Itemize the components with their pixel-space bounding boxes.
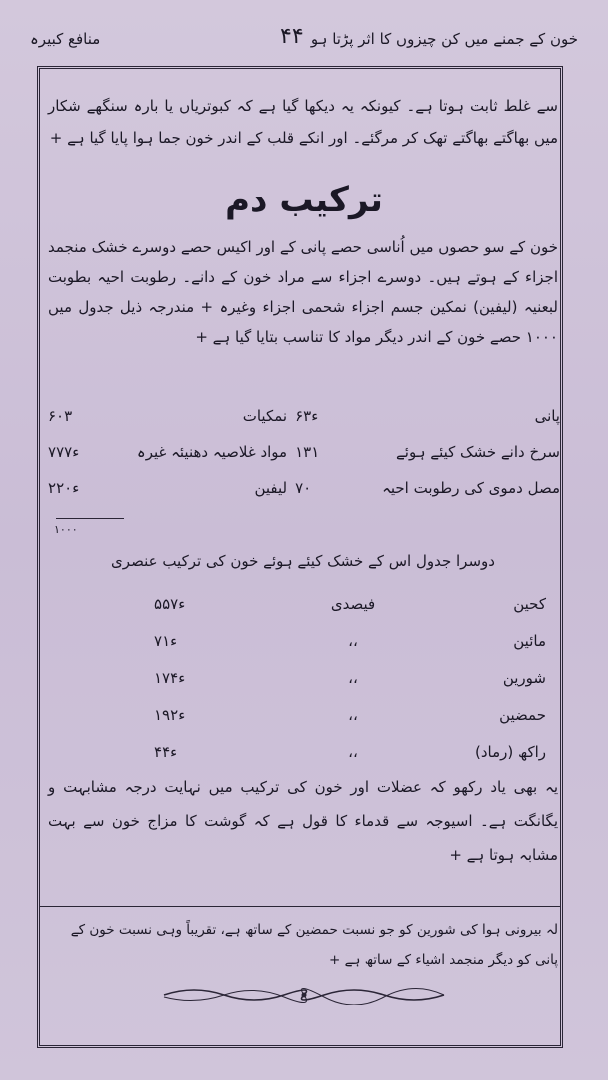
running-title: منافع کبیرہ <box>30 30 101 48</box>
table-cell: پانی <box>534 407 560 425</box>
element-value: ۷ء۱ <box>154 631 178 650</box>
table-cell: مواد غلاصیہ دھنیئہ غیرہ <box>136 443 288 461</box>
table-cell: لیفین <box>254 479 288 497</box>
table-cell: سرخ دانے خشک کیئے ہوئے <box>396 443 560 461</box>
element-value: ۵ء۵۷ <box>154 594 186 613</box>
sum-rule <box>56 518 124 519</box>
table-2-caption: دوسرا جدول اس کے خشک کیئے ہوئے خون کی ترکیب عنصری <box>111 552 495 570</box>
element-value: ۱۷ء۴ <box>154 668 186 687</box>
chapter-line: خون کے جمنے میں کن چیزوں کا اثر پڑتا ہو <box>310 30 578 48</box>
element-name: شورین <box>502 668 546 687</box>
element-name: مائین <box>513 631 546 650</box>
element-value: ۱۹ء۲ <box>154 705 186 724</box>
section-title: ترکیب دم <box>225 180 383 220</box>
page-number: ۴۴ <box>280 24 304 49</box>
table-cell: ۱۳۱ <box>295 443 320 461</box>
table-cell: ۲ء۲۰ <box>48 479 80 497</box>
table-cell: مصل دموی کی رطوبت احیہ <box>382 479 560 497</box>
table-cell: ۷ء۷۷ <box>48 443 80 461</box>
element-unit: ،، <box>348 705 358 724</box>
footnote: لہ بیرونی ہوا کی شورین کو جو نسبت حمضین کے ساتھ ہے، تقریباً وہی نسبت خون کے پانی کو دیگر منجمد اشیاء کے ساتھ ہے + <box>70 922 558 968</box>
table-row <box>44 470 564 506</box>
paragraph-3: یہ بھی یاد رکھو کہ عضلات اور خون کی ترکیب میں نہایت درجہ مشابہت و یگانگت ہے۔ اسیوجہ سے قدماء کا قول ہے کہ گوشت کا مزاج خون سے بہت مشابہ ہوتا ہے + <box>48 778 558 864</box>
table-total: ۱۰۰۰ <box>54 523 78 536</box>
composition-table-2 <box>150 585 550 770</box>
table-cell: ۷۰ <box>295 479 312 497</box>
table-row <box>44 434 564 470</box>
ornament-divider <box>0 985 608 1009</box>
table-row <box>44 398 564 434</box>
table-row <box>150 733 550 770</box>
composition-table-1 <box>44 398 564 506</box>
table-cell: ۶ء۳ <box>295 407 319 425</box>
element-unit: ،، <box>348 631 358 650</box>
table-row <box>150 585 550 622</box>
table-row <box>150 659 550 696</box>
element-name: راکھ (رماد) <box>474 742 546 761</box>
footnote-separator <box>40 906 560 907</box>
element-unit: ،، <box>348 668 358 687</box>
table-cell: نمکیات <box>242 407 288 425</box>
element-value: ۴ء۴ <box>154 742 178 761</box>
element-unit: فیصدی <box>330 594 376 613</box>
element-name: کحین <box>513 594 546 613</box>
page-header <box>30 24 578 60</box>
table-row <box>150 622 550 659</box>
element-unit: ،، <box>348 742 358 761</box>
table-cell: ۶۰۳ <box>48 407 73 425</box>
element-name: حمضین <box>499 705 546 724</box>
paragraph-2: خون کے سو حصوں میں اُناسی حصے پانی کے اور اکیس حصے دوسرے خشک منجمد اجزاء کے ہوتے ہیں۔ دوسرے اجزاء سے مراد خون کے دانے۔ رطوبت احیہ بطوبت لبعنیہ (لیفین) نمکین جسم اجزاء شحمی اجزاء وغیرہ + مندرجہ ذیل جدول میں ۱۰۰۰ حصے خون کے اندر دیگر مواد کا تناسب بتایا گیا ہے + <box>48 238 558 346</box>
table-row <box>150 696 550 733</box>
paragraph-1: سے غلط ثابت ہوتا ہے۔ کیونکہ یہ دیکھا گیا ہے کہ کبوتریاں یا بارہ سنگھے شکار میں بھاگتے بھاگتے تھک کر مرگئے۔ اور انکے قلب کے اندر خون جما ہوا پایا گیا ہے + <box>48 97 558 147</box>
flourish-icon <box>154 985 454 1005</box>
